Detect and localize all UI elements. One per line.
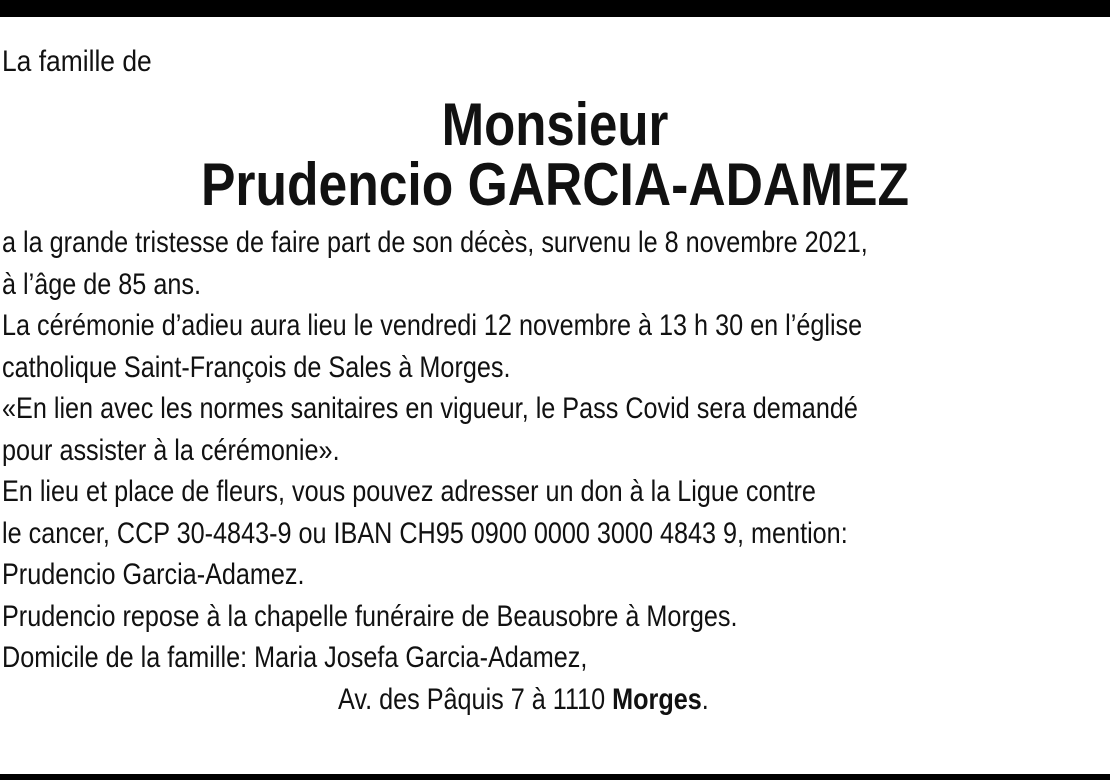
deceased-name-block [2, 91, 1108, 218]
address-city: Morges [612, 682, 702, 716]
body-line-8: le cancer, CCP 30-4843-9 ou IBAN CH95 0900 0000 3000 4843 9, mention: [2, 516, 848, 550]
body-line-4: catholique Saint-François de Sales à Morges. [2, 350, 511, 384]
obituary-notice [2, 40, 1108, 720]
top-border-rule [0, 0, 1110, 17]
address-period: . [701, 682, 709, 716]
intro-text: La famille de [2, 45, 152, 78]
deceased-name: Prudencio GARCIA-ADAMEZ [200, 151, 910, 218]
bottom-border-rule [0, 774, 1110, 780]
body-line-9: Prudencio Garcia-Adamez. [2, 558, 305, 591]
family-address [56, 679, 985, 721]
body-line-11: Domicile de la famille: Maria Josefa Garcia-Adamez, [2, 641, 588, 674]
body-line-5: «En lien avec les normes sanitaires en vigueur, le Pass Covid sera demandé [2, 392, 858, 425]
body-line-2: à l’âge de 85 ans. [2, 267, 201, 301]
notice-body [2, 222, 1108, 720]
body-line-7: En lieu et place de fleurs, vous pouvez adresser un don à la Ligue contre [2, 475, 816, 508]
body-line-6: pour assister à la cérémonie». [2, 433, 340, 467]
address-street: Av. des Pâquis 7 à 1110 [338, 682, 613, 716]
body-line-3: La cérémonie d’adieu aura lieu le vendredi 12 novembre à 13 h 30 en l’église [2, 309, 863, 342]
body-line-10: Prudencio repose à la chapelle funéraire de Beausobre à Morges. [2, 599, 738, 633]
honorific-title: Monsieur [441, 91, 669, 158]
body-line-1: a la grande tristesse de faire part de son décès, survenu le 8 novembre 2021, [2, 226, 868, 259]
